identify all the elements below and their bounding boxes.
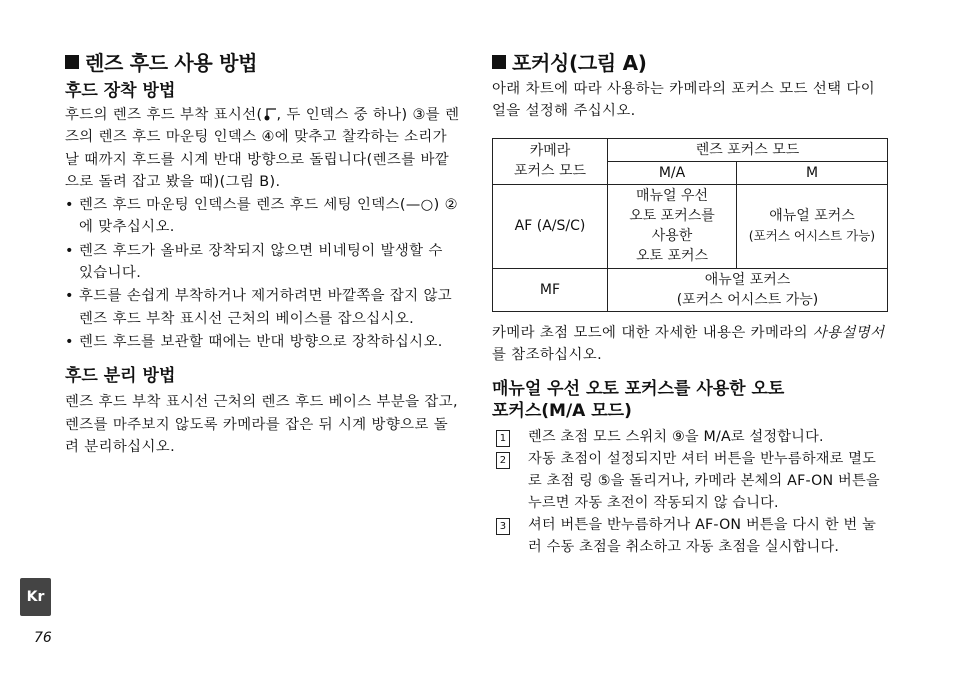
section-title-lens-hood: 렌즈 후드 사용 방법	[65, 50, 460, 76]
list-item: • 후드를 손쉽게 부착하거나 제거하려면 바깥쪽을 잡지 않고 렌즈 후드 부착 표시선 근처의 베이스를 잡으십시오.	[65, 285, 460, 330]
list-item: • 렌즈 후드가 올바로 장착되지 않으면 비네팅이 발생할 수 있습니다.	[65, 240, 460, 285]
square-bullet-icon	[492, 55, 506, 69]
language-tab: Kr	[20, 578, 51, 616]
table-cell-af-ma: 매뉴얼 우선 오토 포커스를 사용한 오토 포커스	[608, 184, 737, 268]
heading-attach-hood: 후드 장착 방법	[65, 81, 176, 101]
focus-mode-table	[492, 138, 888, 312]
heading-ma-mode: 매뉴얼 우선 오토 포커스를 사용한 오토 포커스(M/A 모드)	[492, 379, 785, 422]
attach-paragraph: 후드의 렌즈 후드 부착 표시선( , 두 인덱스 중 하나) ③를 렌즈의 렌즈 후드 마운팅 인덱스 ④에 맞추고 찰칵하는 소리가 날 때까지 후드를 시계 반대 방향으로 돌립니다(렌즈를 바깥으로 돌려 잡고 봤을 때)(그림 B).	[65, 107, 460, 190]
list-item: 1 렌즈 초점 모드 스위치 ⑨을 M/A로 설정합니다.	[492, 426, 888, 448]
table-cell-mf: 애뉴얼 포커스 (포커스 어시스트 가능)	[608, 268, 888, 311]
table-row-label-af: AF (A/S/C)	[493, 184, 608, 268]
ma-steps	[492, 426, 888, 558]
detach-paragraph: 렌즈 후드 부착 표시선 근처의 렌즈 후드 베이스 부분을 잡고, 렌즈를 마주보지 않도록 카메라를 잡은 뒤 시계 방향으로 돌려 분리하십시오.	[65, 394, 458, 455]
page-number: 76	[34, 630, 52, 646]
section-title-focusing: 포커싱(그림 A)	[492, 50, 888, 76]
attach-bullets	[65, 194, 460, 353]
list-item: • 렌즈 후드 마운팅 인덱스를 렌즈 후드 세팅 인덱스(—○) ②에 맞추십시오.	[65, 194, 460, 239]
hood-mount-mark-icon	[263, 106, 277, 122]
manual-reference-note: 카메라 초점 모드에 대한 자세한 내용은 카메라의 사용설명서를 참조하십시오.	[492, 324, 885, 363]
list-item: 3 셔터 버튼을 반누름하거나 AF-ON 버튼을 다시 한 번 눌러 수동 초점을 취소하고 자동 초점을 실시합니다.	[492, 514, 888, 558]
step-number: 3	[496, 518, 510, 535]
table-corner-cell: 카메라 포커스 모드	[493, 138, 608, 184]
step-number: 2	[496, 452, 510, 469]
square-bullet-icon	[65, 55, 79, 69]
table-row-label-mf: MF	[493, 268, 608, 311]
right-column	[492, 50, 888, 558]
table-col-header-m: M	[737, 161, 888, 184]
table-col-header-ma: M/A	[608, 161, 737, 184]
left-column	[65, 50, 460, 458]
table-cell-af-m: 애뉴얼 포커스 (포커스 어시스트 가능)	[737, 184, 888, 268]
heading-detach-hood: 후드 분리 방법	[65, 366, 176, 387]
list-item: • 렌드 후드를 보관할 때에는 반대 방향으로 장착하십시오.	[65, 331, 460, 353]
table-group-header: 렌즈 포커스 모드	[608, 138, 888, 161]
list-item: 2 자동 초점이 설정되지만 셔터 버튼을 반누름하재로 멸도로 초점 링 ⑤을 돌리거나, 카메라 본체의 AF-ON 버튼을 누르면 자동 초전이 작동되지 않 습니다.	[492, 448, 888, 514]
step-number: 1	[496, 430, 510, 447]
focusing-intro: 아래 차트에 따라 사용하는 카메라의 포커스 모드 선택 다이얼을 설정해 주십시오.	[492, 81, 876, 120]
